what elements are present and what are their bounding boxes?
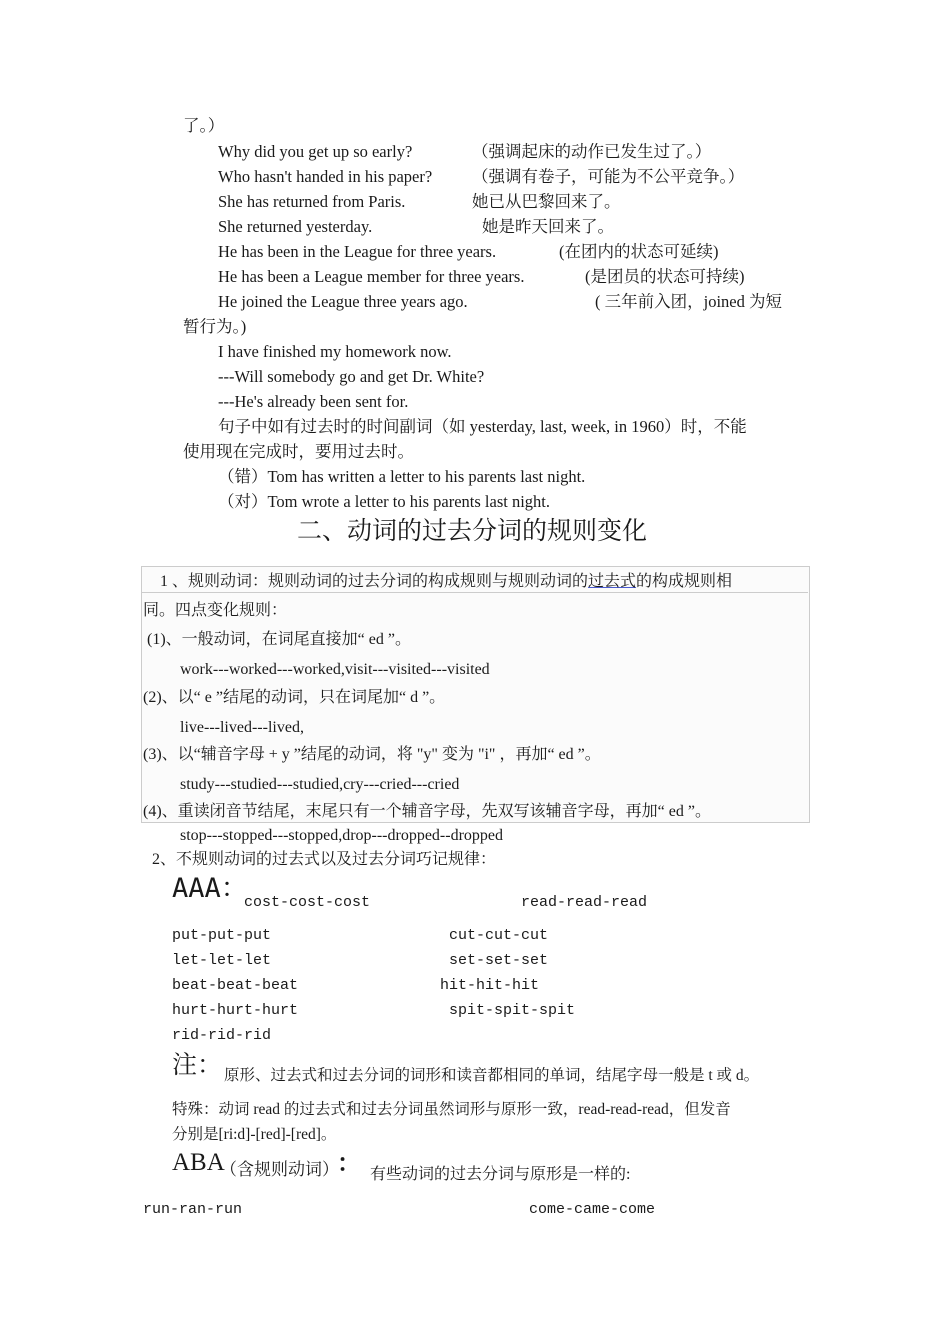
example-note: 她已从巴黎回来了。: [472, 192, 621, 211]
rule-text: [160, 572, 732, 592]
aba-label: ABA: [172, 1149, 225, 1176]
verb-form: let-let-let: [172, 952, 272, 969]
verb-form: cost-cost-cost: [244, 894, 371, 911]
example-note: （强调有卷子，可能为不公平竞争。）: [472, 167, 745, 186]
verb-form: read-read-read: [521, 894, 648, 911]
rule-example: live---lived---lived,: [180, 719, 304, 736]
text-line: 暂行为。): [183, 317, 247, 336]
verb-form: come-came-come: [529, 1201, 656, 1218]
example-note: （强调起床的动作已发生过了。）: [472, 142, 712, 161]
box-divider: [141, 592, 808, 593]
note-label: 注：: [172, 1052, 223, 1079]
aba-colon: ：: [337, 1151, 361, 1177]
rule-item: (1)、一般动词，在词尾直接加“ ed ”。: [147, 631, 411, 648]
verb-form: cut-cut-cut: [449, 927, 549, 944]
rule-text-part: 1 、规则动词：规则动词的过去分词的构成规则与规则动词的: [160, 573, 589, 590]
text-line: 了。）: [183, 116, 225, 135]
note-text: 原形、过去式和过去分词的词形和读音都相同的单词，结尾字母一般是 t 或 d。: [224, 1067, 760, 1084]
rule-example: study---studied---studied,cry---cried---cried: [180, 776, 460, 793]
note-text: 分别是[ri:d]-[red]-[red]。: [172, 1126, 337, 1143]
aaa-label: AAA：: [172, 873, 248, 904]
rule-item: (4)、重读闭音节结尾，末尾只有一个辅音字母，先双写该辅音字母，再加“ ed ”。: [143, 803, 711, 820]
example-note: (是团员的状态可持续): [585, 267, 745, 286]
verb-form: beat-beat-beat: [172, 977, 299, 994]
aba-sublabel: （含规则动词）: [220, 1160, 339, 1179]
example-sentence: （对）Tom wrote a letter to his parents last night.: [218, 492, 550, 511]
example-sentence: She returned yesterday.: [218, 217, 373, 236]
example-sentence: She has returned from Paris.: [218, 192, 406, 211]
verb-form: rid-rid-rid: [172, 1027, 272, 1044]
section-heading: 二、动词的过去分词的规则变化: [297, 518, 648, 545]
example-sentence: He joined the League three years ago.: [218, 292, 468, 311]
example-sentence: Why did you get up so early?: [218, 142, 413, 161]
verb-form: hit-hit-hit: [440, 977, 540, 994]
verb-form: set-set-set: [449, 952, 549, 969]
example-note: ( 三年前入团，joined 为短: [595, 292, 782, 311]
example-sentence: I have finished my homework now.: [218, 342, 452, 361]
verb-form: run-ran-run: [143, 1201, 243, 1218]
verb-form: hurt-hurt-hurt: [172, 1002, 299, 1019]
note-text: 特殊：动词 read 的过去式和过去分词虽然词形与原形一致，read-read-read，但发音: [172, 1101, 731, 1118]
rule-example: work---worked---worked,visit---visited---visited: [180, 661, 490, 678]
example-sentence: （错）Tom has written a letter to his parents last night.: [218, 467, 586, 486]
text-line: 句子中如有过去时的时间副词（如 yesterday, last, week, in 1960）时，不能: [218, 417, 747, 436]
aba-desc: 有些动词的过去分词与原形是一样的:: [370, 1166, 631, 1183]
example-note: 她是昨天回来了。: [482, 217, 614, 236]
verb-form: put-put-put: [172, 927, 272, 944]
text-line: 使用现在完成时，要用过去时。: [183, 442, 414, 461]
example-sentence: He has been in the League for three years.: [218, 242, 497, 261]
rule-example: stop---stopped---stopped,drop---dropped--dropped: [180, 827, 504, 844]
past-tense-link[interactable]: 过去式: [588, 573, 637, 590]
verb-form: spit-spit-spit: [449, 1002, 576, 1019]
example-sentence: ---Will somebody go and get Dr. White?: [218, 367, 485, 386]
rule-item: (2)、以“ e ”结尾的动词，只在词尾加“ d ”。: [143, 689, 446, 706]
example-sentence: Who hasn't handed in his paper?: [218, 167, 433, 186]
example-sentence: He has been a League member for three years.: [218, 267, 525, 286]
rule-text: 2、不规则动词的过去式以及过去分词巧记规律：: [152, 851, 497, 868]
example-sentence: ---He's already been sent for.: [218, 392, 409, 411]
rule-text: 同。四点变化规则：: [143, 602, 288, 619]
rule-text-part: 的构成规则相: [636, 573, 733, 590]
example-note: (在团内的状态可延续): [559, 242, 719, 261]
rule-item: (3)、以“辅音字母 + y ”结尾的动词，将 "y" 变为 "i" ，再加“ ed ”。: [143, 746, 601, 763]
